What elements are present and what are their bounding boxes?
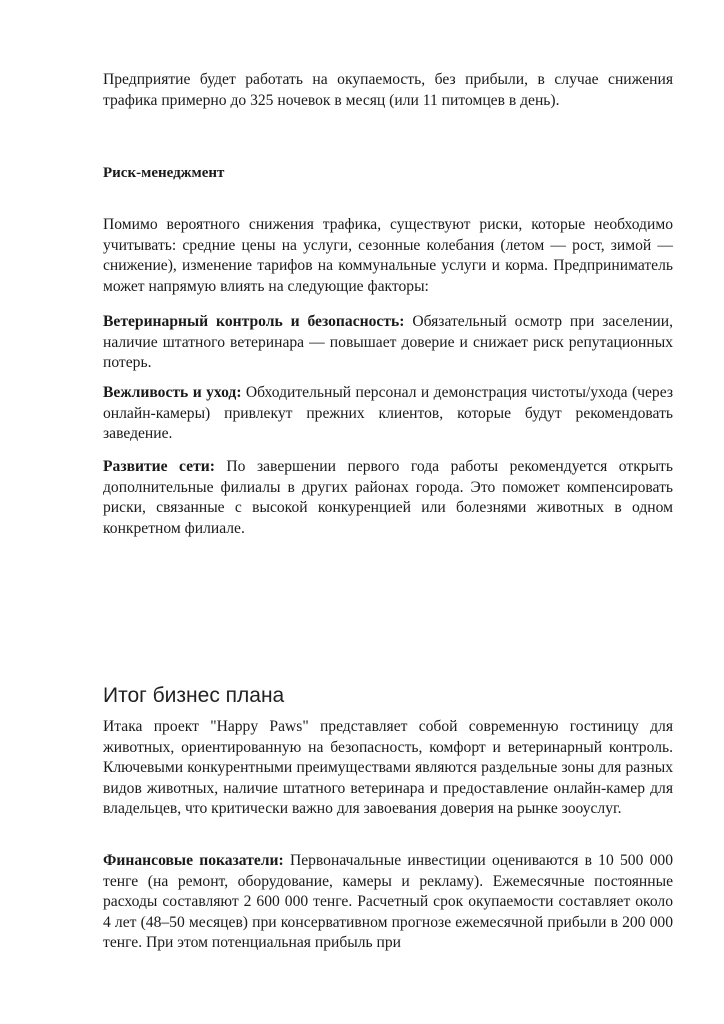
- risk-item-paragraph: [103, 383, 673, 445]
- intro-paragraph: Предприятие будет работать на окупаемость, без прибыли, в случае снижения трафика примерно до 325 ночевок в месяц (или 11 питомцев в день).: [103, 71, 673, 109]
- intro-block: [103, 70, 673, 111]
- risk-heading: Риск-менеджмент: [103, 165, 225, 181]
- risk-item-paragraph: [103, 457, 673, 539]
- finance-paragraph: [103, 851, 673, 954]
- risk-item-label: Ветеринарный контроль и безопасность:: [103, 313, 405, 330]
- risk-item-text: Обходительный персонал и демонстрация чистоты/ухода (через онлайн-камеры) привлекут прежних клиентов, которые будут рекомендовать заведение.: [103, 384, 673, 442]
- risk-item-text: По завершении первого года работы рекомендуется открыть дополнительные филиалы в других районах города. Это поможет компенсировать риски, связанные с высокой конкуренцией или болезнями животных в одном конкретном филиале.: [103, 458, 673, 537]
- summary-heading: Итог бизнес плана: [103, 684, 285, 707]
- finance-label: Финансовые показатели:: [103, 852, 284, 869]
- finance-text: Первоначальные инвестиции оцениваются в 10 500 000 тенге (на ремонт, оборудование, камеры и рекламу). Ежемесячные постоянные расходы составляют 2 600 000 тенге. Расчетный срок окупаемости составляет около 4 лет (48–50 месяцев) при консервативном прогнозе ежемесячной прибыли в 200 000 тенге. При этом потенциальная прибыль при: [103, 852, 673, 951]
- risk-item-care: [103, 383, 673, 445]
- risk-intro-paragraph: Помимо вероятного снижения трафика, существуют риски, которые необходимо учитывать: средние цены на услуги, сезонные колебания (летом — рост, зимой — снижение), изменение тарифов на коммунальные услуги и корма. Предприниматель может напрямую влиять на следующие факторы:: [103, 216, 673, 295]
- summary-heading-block: [103, 684, 673, 708]
- risk-item-network: [103, 457, 673, 539]
- risk-item-vet: [103, 312, 673, 374]
- risk-item-text: Обязательный осмотр при заселении, наличие штатного ветеринара — повышает доверие и снижает риск репутационных потерь.: [103, 313, 674, 371]
- risk-item-label: Вежливость и уход:: [103, 384, 242, 401]
- risk-item-label: Развитие сети:: [103, 458, 215, 475]
- finance-block: [103, 851, 673, 954]
- risk-item-paragraph: [103, 312, 673, 374]
- risk-intro-block: [103, 215, 673, 297]
- summary-paragraph: Итака проект "Happy Paws" представляет собой современную гостиницу для животных, ориентированную на безопасность, комфорт и ветеринарный контроль. Ключевыми конкурентными преимуществами являются раздельные зоны для разных видов животных, наличие штатного ветеринара и предоставление онлайн-камер для владельцев, что критически важно для завоевания доверия на рынке зооуслуг.: [103, 718, 673, 817]
- risk-heading-block: [103, 163, 673, 184]
- summary-block: [103, 717, 673, 820]
